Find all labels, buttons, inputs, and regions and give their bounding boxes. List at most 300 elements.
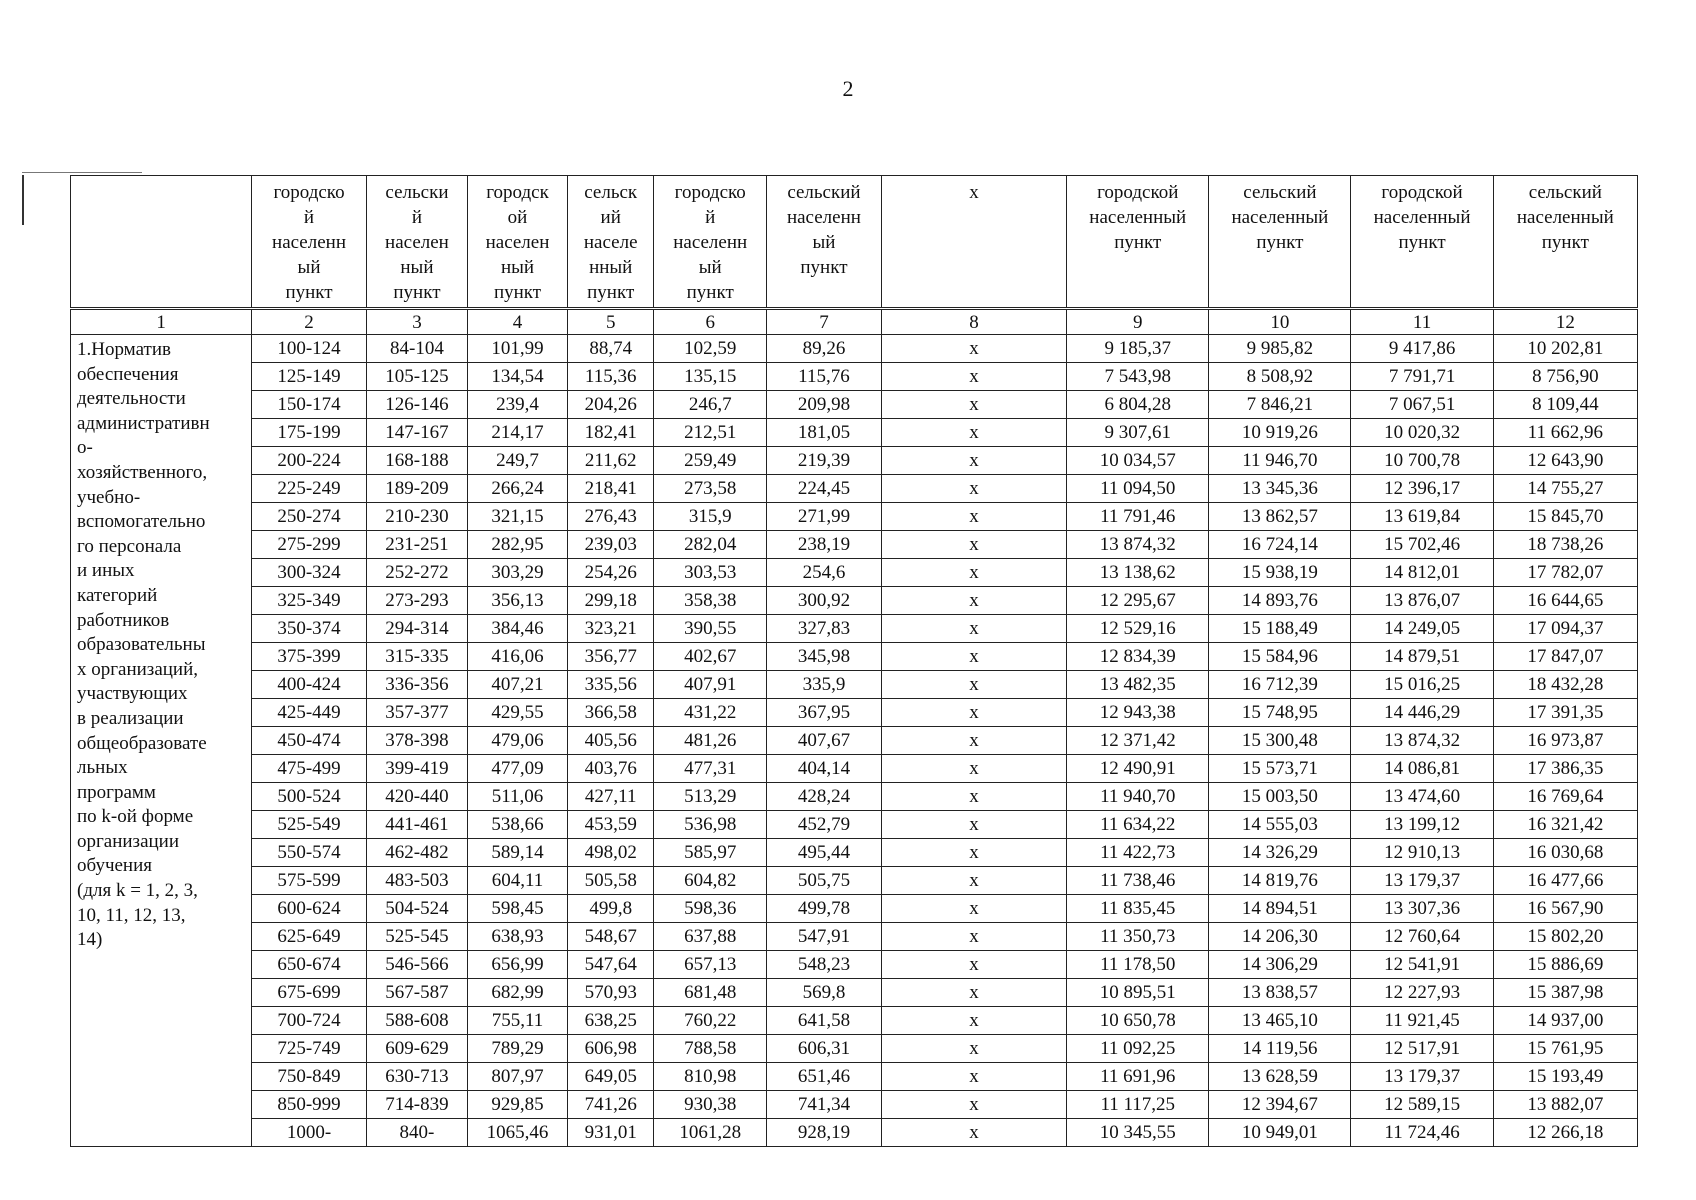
table-row bbox=[71, 391, 1638, 419]
table-cell: 15 193,49 bbox=[1493, 1063, 1637, 1091]
table-cell: 7 067,51 bbox=[1351, 391, 1493, 419]
table-row bbox=[71, 867, 1638, 895]
table-cell: 505,58 bbox=[568, 867, 654, 895]
table-cell: 681,48 bbox=[654, 979, 767, 1007]
table-cell: 13 862,57 bbox=[1209, 503, 1351, 531]
table-cell: х bbox=[881, 923, 1066, 951]
table-row bbox=[71, 1007, 1638, 1035]
table-row bbox=[71, 475, 1638, 503]
table-cell: 750-849 bbox=[252, 1063, 367, 1091]
table-cell: 10 345,55 bbox=[1067, 1119, 1209, 1147]
table-cell: 536,98 bbox=[654, 811, 767, 839]
table-cell: 479,06 bbox=[468, 727, 568, 755]
table-cell: 682,99 bbox=[468, 979, 568, 1007]
table-cell: 182,41 bbox=[568, 419, 654, 447]
table-cell: 16 769,64 bbox=[1493, 783, 1637, 811]
table-cell: 12 760,64 bbox=[1351, 923, 1493, 951]
table-row bbox=[71, 335, 1638, 363]
table-cell: 13 619,84 bbox=[1351, 503, 1493, 531]
table-cell: 807,97 bbox=[468, 1063, 568, 1091]
table-cell: 12 529,16 bbox=[1067, 615, 1209, 643]
table-cell: х bbox=[881, 1035, 1066, 1063]
table-cell: 102,59 bbox=[654, 335, 767, 363]
table-cell: 100-124 bbox=[252, 335, 367, 363]
table-cell: 547,64 bbox=[568, 951, 654, 979]
table-cell: 499,8 bbox=[568, 895, 654, 923]
table-cell: 13 482,35 bbox=[1067, 671, 1209, 699]
table-cell: 11 422,73 bbox=[1067, 839, 1209, 867]
table-cell: 546-566 bbox=[366, 951, 467, 979]
table-cell: 929,85 bbox=[468, 1091, 568, 1119]
table-cell: 11 724,46 bbox=[1351, 1119, 1493, 1147]
table-cell: 15 761,95 bbox=[1493, 1035, 1637, 1063]
table-cell: 16 724,14 bbox=[1209, 531, 1351, 559]
table-cell: 741,34 bbox=[767, 1091, 882, 1119]
table-row bbox=[71, 587, 1638, 615]
table-cell: 405,56 bbox=[568, 727, 654, 755]
table-cell: 453,59 bbox=[568, 811, 654, 839]
table-cell: 13 307,36 bbox=[1351, 895, 1493, 923]
table-cell: 606,98 bbox=[568, 1035, 654, 1063]
table-cell: 321,15 bbox=[468, 503, 568, 531]
table-cell: 416,06 bbox=[468, 643, 568, 671]
table-cell: 609-629 bbox=[366, 1035, 467, 1063]
table-row bbox=[71, 979, 1638, 1007]
table-cell: 431,22 bbox=[654, 699, 767, 727]
table-cell: 525-549 bbox=[252, 811, 367, 839]
table-cell: 427,11 bbox=[568, 783, 654, 811]
table-cell: 14 893,76 bbox=[1209, 587, 1351, 615]
table-cell: 10 020,32 bbox=[1351, 419, 1493, 447]
table-cell: 462-482 bbox=[366, 839, 467, 867]
table-cell: 625-649 bbox=[252, 923, 367, 951]
table-cell: 246,7 bbox=[654, 391, 767, 419]
table-cell: 13 474,60 bbox=[1351, 783, 1493, 811]
table-cell: 399-419 bbox=[366, 755, 467, 783]
table-cell: 231-251 bbox=[366, 531, 467, 559]
table-cell: 12 394,67 bbox=[1209, 1091, 1351, 1119]
table-cell: 407,21 bbox=[468, 671, 568, 699]
table-cell: 575-599 bbox=[252, 867, 367, 895]
table-cell: 589,14 bbox=[468, 839, 568, 867]
table-cell: х bbox=[881, 895, 1066, 923]
table-row bbox=[71, 895, 1638, 923]
table-cell: 212,51 bbox=[654, 419, 767, 447]
table-cell: 1061,28 bbox=[654, 1119, 767, 1147]
table-cell: 11 835,45 bbox=[1067, 895, 1209, 923]
header-cell-9: городской населенный пункт bbox=[1067, 176, 1209, 309]
table-cell: 239,4 bbox=[468, 391, 568, 419]
table-cell: 15 845,70 bbox=[1493, 503, 1637, 531]
header-cell-3: сельски й населен ный пункт bbox=[366, 176, 467, 309]
table-cell: 299,18 bbox=[568, 587, 654, 615]
table-cell: 840- bbox=[366, 1119, 467, 1147]
table-cell: 657,13 bbox=[654, 951, 767, 979]
table-cell: 452,79 bbox=[767, 811, 882, 839]
table-cell: 266,24 bbox=[468, 475, 568, 503]
table-cell: 10 034,57 bbox=[1067, 447, 1209, 475]
table-cell: 850-999 bbox=[252, 1091, 367, 1119]
table-cell: 210-230 bbox=[366, 503, 467, 531]
table-cell: 135,15 bbox=[654, 363, 767, 391]
table-cell: 14 755,27 bbox=[1493, 475, 1637, 503]
table-cell: 760,22 bbox=[654, 1007, 767, 1035]
table-cell: 282,95 bbox=[468, 531, 568, 559]
table-cell: 13 882,07 bbox=[1493, 1091, 1637, 1119]
table-cell: х bbox=[881, 671, 1066, 699]
table-cell: 7 846,21 bbox=[1209, 391, 1351, 419]
table-cell: х bbox=[881, 755, 1066, 783]
table-cell: х bbox=[881, 839, 1066, 867]
table-cell: 11 634,22 bbox=[1067, 811, 1209, 839]
table-cell: 200-224 bbox=[252, 447, 367, 475]
table-cell: 16 973,87 bbox=[1493, 727, 1637, 755]
table-cell: 638,25 bbox=[568, 1007, 654, 1035]
table-cell: 315,9 bbox=[654, 503, 767, 531]
table-cell: 428,24 bbox=[767, 783, 882, 811]
table-cell: 547,91 bbox=[767, 923, 882, 951]
table-cell: 300,92 bbox=[767, 587, 882, 615]
table-cell: х bbox=[881, 811, 1066, 839]
table-cell: 550-574 bbox=[252, 839, 367, 867]
table-cell: 294-314 bbox=[366, 615, 467, 643]
table-cell: 548,67 bbox=[568, 923, 654, 951]
table-cell: 219,39 bbox=[767, 447, 882, 475]
column-number-9: 9 bbox=[1067, 309, 1209, 335]
table-cell: 441-461 bbox=[366, 811, 467, 839]
table-cell: 300-324 bbox=[252, 559, 367, 587]
table-cell: 604,82 bbox=[654, 867, 767, 895]
table-cell: 134,54 bbox=[468, 363, 568, 391]
norm-description: 1.Норматив обеспечения деятельности административн о- хозяйственного, учебно- вспомогательно го персонала и иных категорий работников образовательны х организаций, участвующих в реализации общеобразовате льных программ по k-ой форме организации обучения (для k = 1, 2, 3, 10, 11, 12, 13, 14) bbox=[71, 335, 252, 1147]
table-cell: 15 938,19 bbox=[1209, 559, 1351, 587]
table-cell: 7 543,98 bbox=[1067, 363, 1209, 391]
table-cell: 357-377 bbox=[366, 699, 467, 727]
column-number-row bbox=[71, 309, 1638, 335]
table-cell: 14 819,76 bbox=[1209, 867, 1351, 895]
table-cell: 569,8 bbox=[767, 979, 882, 1007]
table-cell: х bbox=[881, 979, 1066, 1007]
table-cell: 675-699 bbox=[252, 979, 367, 1007]
table-cell: 16 712,39 bbox=[1209, 671, 1351, 699]
table-cell: 928,19 bbox=[767, 1119, 882, 1147]
table-cell: 16 567,90 bbox=[1493, 895, 1637, 923]
table-cell: 238,19 bbox=[767, 531, 882, 559]
table-cell: 14 306,29 bbox=[1209, 951, 1351, 979]
table-cell: 11 662,96 bbox=[1493, 419, 1637, 447]
table-cell: 204,26 bbox=[568, 391, 654, 419]
table-cell: 17 847,07 bbox=[1493, 643, 1637, 671]
table-cell: 498,02 bbox=[568, 839, 654, 867]
table-cell: 570,93 bbox=[568, 979, 654, 1007]
table-cell: 450-474 bbox=[252, 727, 367, 755]
table-cell: 8 109,44 bbox=[1493, 391, 1637, 419]
table-cell: 400-424 bbox=[252, 671, 367, 699]
table-cell: 700-724 bbox=[252, 1007, 367, 1035]
header-cell-6: городско й населенн ый пункт bbox=[654, 176, 767, 309]
page-number: 2 bbox=[842, 76, 854, 101]
table-cell: 403,76 bbox=[568, 755, 654, 783]
table-cell: 425-449 bbox=[252, 699, 367, 727]
table-cell: 189-209 bbox=[366, 475, 467, 503]
table-cell: 930,38 bbox=[654, 1091, 767, 1119]
table-cell: 88,74 bbox=[568, 335, 654, 363]
table-cell: 12 541,91 bbox=[1351, 951, 1493, 979]
header-cell-7: сельский населенн ый пункт bbox=[767, 176, 882, 309]
table-cell: 12 396,17 bbox=[1351, 475, 1493, 503]
table-cell: х bbox=[881, 867, 1066, 895]
table-cell: 17 782,07 bbox=[1493, 559, 1637, 587]
table-cell: 741,26 bbox=[568, 1091, 654, 1119]
table-cell: 15 702,46 bbox=[1351, 531, 1493, 559]
table-cell: 9 417,86 bbox=[1351, 335, 1493, 363]
table-cell: 115,76 bbox=[767, 363, 882, 391]
header-cell-1 bbox=[71, 176, 252, 309]
table-cell: 11 350,73 bbox=[1067, 923, 1209, 951]
table-cell: 9 307,61 bbox=[1067, 419, 1209, 447]
table-row bbox=[71, 447, 1638, 475]
table-cell: 12 943,38 bbox=[1067, 699, 1209, 727]
table-cell: 147-167 bbox=[366, 419, 467, 447]
table-cell: 638,93 bbox=[468, 923, 568, 951]
table-cell: 315-335 bbox=[366, 643, 467, 671]
table-cell: х bbox=[881, 559, 1066, 587]
table-cell: 12 295,67 bbox=[1067, 587, 1209, 615]
column-number-1: 1 bbox=[71, 309, 252, 335]
table-cell: 11 791,46 bbox=[1067, 503, 1209, 531]
table-cell: х bbox=[881, 1007, 1066, 1035]
table-cell: 271,99 bbox=[767, 503, 882, 531]
header-cell-4: городск ой населен ный пункт bbox=[468, 176, 568, 309]
table-cell: 15 387,98 bbox=[1493, 979, 1637, 1007]
table-cell: 175-199 bbox=[252, 419, 367, 447]
column-number-2: 2 bbox=[252, 309, 367, 335]
table-cell: 150-174 bbox=[252, 391, 367, 419]
table-cell: 11 940,70 bbox=[1067, 783, 1209, 811]
table-cell: 16 644,65 bbox=[1493, 587, 1637, 615]
column-number-3: 3 bbox=[366, 309, 467, 335]
table-cell: 429,55 bbox=[468, 699, 568, 727]
table-cell: 273-293 bbox=[366, 587, 467, 615]
table-cell: 931,01 bbox=[568, 1119, 654, 1147]
table-cell: 89,26 bbox=[767, 335, 882, 363]
column-number-7: 7 bbox=[767, 309, 882, 335]
table-cell: 12 910,13 bbox=[1351, 839, 1493, 867]
table-cell: 14 249,05 bbox=[1351, 615, 1493, 643]
table-cell: 600-624 bbox=[252, 895, 367, 923]
header-cell-8: х bbox=[881, 176, 1066, 309]
table-row bbox=[71, 783, 1638, 811]
table-cell: 282,04 bbox=[654, 531, 767, 559]
table-cell: 101,99 bbox=[468, 335, 568, 363]
column-number-5: 5 bbox=[568, 309, 654, 335]
table-cell: 15 188,49 bbox=[1209, 615, 1351, 643]
table-cell: 15 573,71 bbox=[1209, 755, 1351, 783]
table-row bbox=[71, 643, 1638, 671]
table-cell: 755,11 bbox=[468, 1007, 568, 1035]
column-number-11: 11 bbox=[1351, 309, 1493, 335]
table-cell: 218,41 bbox=[568, 475, 654, 503]
table-row bbox=[71, 419, 1638, 447]
table-cell: 276,43 bbox=[568, 503, 654, 531]
table-cell: 14 326,29 bbox=[1209, 839, 1351, 867]
table-cell: 335,9 bbox=[767, 671, 882, 699]
table-row bbox=[71, 1119, 1638, 1147]
table-cell: 367,95 bbox=[767, 699, 882, 727]
table-cell: х bbox=[881, 615, 1066, 643]
table-row bbox=[71, 503, 1638, 531]
table-cell: 15 003,50 bbox=[1209, 783, 1351, 811]
table-cell: 548,23 bbox=[767, 951, 882, 979]
table-cell: 14 555,03 bbox=[1209, 811, 1351, 839]
table-cell: 16 477,66 bbox=[1493, 867, 1637, 895]
table-cell: 11 178,50 bbox=[1067, 951, 1209, 979]
table-row bbox=[71, 699, 1638, 727]
table-cell: 390,55 bbox=[654, 615, 767, 643]
table-cell: 17 094,37 bbox=[1493, 615, 1637, 643]
table-cell: 1000- bbox=[252, 1119, 367, 1147]
table-cell: 407,67 bbox=[767, 727, 882, 755]
table-cell: 211,62 bbox=[568, 447, 654, 475]
table-row bbox=[71, 363, 1638, 391]
table-cell: 336-356 bbox=[366, 671, 467, 699]
table-cell: 13 179,37 bbox=[1351, 1063, 1493, 1091]
table-cell: 11 691,96 bbox=[1067, 1063, 1209, 1091]
table-cell: 650-674 bbox=[252, 951, 367, 979]
table-cell: 12 517,91 bbox=[1351, 1035, 1493, 1063]
table-cell: 259,49 bbox=[654, 447, 767, 475]
table-cell: 14 812,01 bbox=[1351, 559, 1493, 587]
table-cell: 13 138,62 bbox=[1067, 559, 1209, 587]
table-cell: 224,45 bbox=[767, 475, 882, 503]
table-cell: 14 119,56 bbox=[1209, 1035, 1351, 1063]
table-cell: х bbox=[881, 475, 1066, 503]
table-cell: 598,45 bbox=[468, 895, 568, 923]
table-cell: 11 092,25 bbox=[1067, 1035, 1209, 1063]
column-number-8: 8 bbox=[881, 309, 1066, 335]
table-cell: 630-713 bbox=[366, 1063, 467, 1091]
table-cell: 303,29 bbox=[468, 559, 568, 587]
table-cell: 275-299 bbox=[252, 531, 367, 559]
table-row bbox=[71, 1035, 1638, 1063]
table-cell: 481,26 bbox=[654, 727, 767, 755]
table-cell: 125-149 bbox=[252, 363, 367, 391]
table-cell: 84-104 bbox=[366, 335, 467, 363]
table-cell: 1065,46 bbox=[468, 1119, 568, 1147]
table-cell: 649,05 bbox=[568, 1063, 654, 1091]
table-cell: 366,58 bbox=[568, 699, 654, 727]
table-cell: 789,29 bbox=[468, 1035, 568, 1063]
header-cell-12: сельский населенный пункт bbox=[1493, 176, 1637, 309]
table-cell: 16 030,68 bbox=[1493, 839, 1637, 867]
table-cell: 14 086,81 bbox=[1351, 755, 1493, 783]
table-cell: 327,83 bbox=[767, 615, 882, 643]
table-cell: 249,7 bbox=[468, 447, 568, 475]
column-number-6: 6 bbox=[654, 309, 767, 335]
table-row bbox=[71, 839, 1638, 867]
table-cell: 477,09 bbox=[468, 755, 568, 783]
table-cell: 13 345,36 bbox=[1209, 475, 1351, 503]
table-cell: 15 802,20 bbox=[1493, 923, 1637, 951]
table-cell: 335,56 bbox=[568, 671, 654, 699]
table-cell: 13 179,37 bbox=[1351, 867, 1493, 895]
table-cell: х bbox=[881, 363, 1066, 391]
table-row bbox=[71, 559, 1638, 587]
table-cell: х bbox=[881, 699, 1066, 727]
table-row bbox=[71, 755, 1638, 783]
table-cell: 16 321,42 bbox=[1493, 811, 1637, 839]
table-cell: х bbox=[881, 727, 1066, 755]
table-cell: 250-274 bbox=[252, 503, 367, 531]
table-cell: 254,26 bbox=[568, 559, 654, 587]
table-cell: 420-440 bbox=[366, 783, 467, 811]
table-cell: 375-399 bbox=[252, 643, 367, 671]
table-row bbox=[71, 1063, 1638, 1091]
header-cell-10: сельский населенный пункт bbox=[1209, 176, 1351, 309]
table-cell: 402,67 bbox=[654, 643, 767, 671]
table-cell: х bbox=[881, 783, 1066, 811]
table-cell: 384,46 bbox=[468, 615, 568, 643]
table-cell: 10 202,81 bbox=[1493, 335, 1637, 363]
table-cell: 214,17 bbox=[468, 419, 568, 447]
column-number-10: 10 bbox=[1209, 309, 1351, 335]
table-cell: 495,44 bbox=[767, 839, 882, 867]
table-row bbox=[71, 923, 1638, 951]
table-cell: 252-272 bbox=[366, 559, 467, 587]
table-cell: 538,66 bbox=[468, 811, 568, 839]
table-cell: 500-524 bbox=[252, 783, 367, 811]
table-cell: 525-545 bbox=[366, 923, 467, 951]
table-cell: 6 804,28 bbox=[1067, 391, 1209, 419]
table-row bbox=[71, 1091, 1638, 1119]
table-cell: х bbox=[881, 587, 1066, 615]
table-cell: 181,05 bbox=[767, 419, 882, 447]
header-cell-5: сельск ий населе нный пункт bbox=[568, 176, 654, 309]
table-cell: х bbox=[881, 1091, 1066, 1119]
table-cell: 9 185,37 bbox=[1067, 335, 1209, 363]
table-cell: 641,58 bbox=[767, 1007, 882, 1035]
table-cell: 105-125 bbox=[366, 363, 467, 391]
table-cell: 504-524 bbox=[366, 895, 467, 923]
scan-artifact-edge bbox=[22, 175, 24, 225]
table-cell: 407,91 bbox=[654, 671, 767, 699]
table-cell: х bbox=[881, 503, 1066, 531]
table-cell: 567-587 bbox=[366, 979, 467, 1007]
table-row bbox=[71, 811, 1638, 839]
table-cell: 15 016,25 bbox=[1351, 671, 1493, 699]
table-cell: 12 643,90 bbox=[1493, 447, 1637, 475]
table-cell: 14 937,00 bbox=[1493, 1007, 1637, 1035]
table-cell: х bbox=[881, 951, 1066, 979]
table-cell: х bbox=[881, 643, 1066, 671]
table-cell: 11 921,45 bbox=[1351, 1007, 1493, 1035]
table-cell: 14 894,51 bbox=[1209, 895, 1351, 923]
table-cell: 18 432,28 bbox=[1493, 671, 1637, 699]
table-cell: 13 465,10 bbox=[1209, 1007, 1351, 1035]
norms-table bbox=[70, 175, 1638, 1147]
table-row bbox=[71, 615, 1638, 643]
table-cell: 651,46 bbox=[767, 1063, 882, 1091]
table-cell: 358,38 bbox=[654, 587, 767, 615]
table-cell: 356,13 bbox=[468, 587, 568, 615]
table-cell: 788,58 bbox=[654, 1035, 767, 1063]
table-cell: 714-839 bbox=[366, 1091, 467, 1119]
table-cell: 12 490,91 bbox=[1067, 755, 1209, 783]
table-cell: 11 117,25 bbox=[1067, 1091, 1209, 1119]
table-cell: 126-146 bbox=[366, 391, 467, 419]
table-cell: 598,36 bbox=[654, 895, 767, 923]
table-cell: х bbox=[881, 419, 1066, 447]
